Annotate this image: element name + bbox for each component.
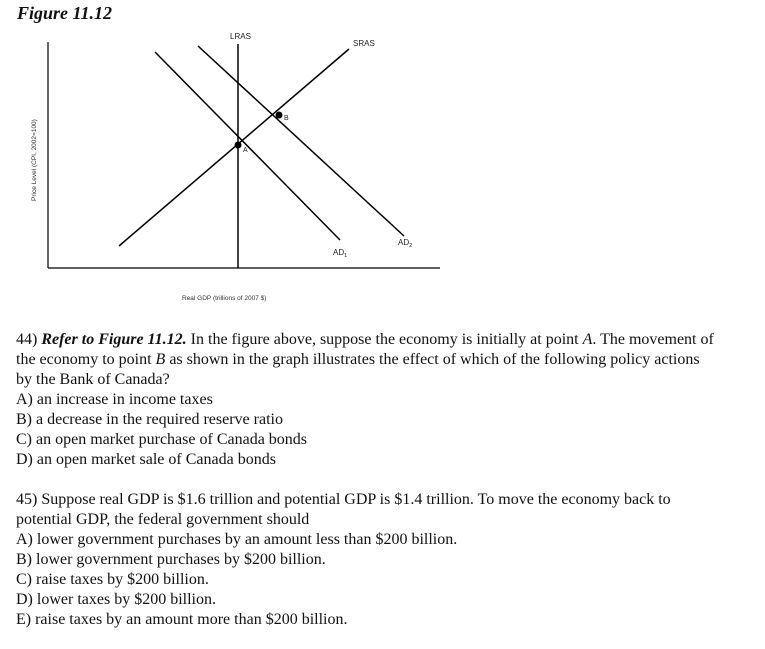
question-44-option: A) an increase in income taxes	[16, 391, 213, 408]
question-45-option: C) raise taxes by $200 billion.	[16, 571, 209, 588]
question-44-stem: 44) Refer to Figure 11.12. In the figure above, suppose the economy is initially at point A. The movement of the economy to point B as shown in the graph illustrates the effect of which of the following policy actions by the Bank of Canada?	[16, 331, 714, 388]
x-axis-label: Real GDP (trillions of 2007 $)	[182, 295, 267, 302]
y-axis-label: Price Level (CPI, 2002=100)	[31, 119, 38, 201]
question-44	[16, 330, 716, 470]
question-45-option: B) lower government purchases by $200 billion.	[16, 551, 326, 568]
ad1-label: $AD_1$	[333, 248, 348, 259]
point-a-marker	[235, 142, 242, 149]
ad2-label: $AD_2$	[398, 238, 413, 249]
question-44-option: C) an open market purchase of Canada bonds	[16, 431, 308, 448]
lras-label: LRAS	[230, 32, 251, 41]
question-45-option: E) raise taxes by an amount more than $200 billion.	[16, 611, 348, 628]
question-45-stem: 45) Suppose real GDP is $1.6 trillion and potential GDP is $1.4 trillion. To move the economy back to potential GDP, the federal government should	[16, 491, 671, 528]
point-a-label: A	[243, 147, 248, 154]
point-b-marker	[276, 112, 283, 119]
point-b-label: B	[284, 115, 289, 122]
question-44-option: D) an open market sale of Canada bonds	[16, 451, 276, 468]
question-45	[16, 490, 716, 630]
question-44-option: B) a decrease in the required reserve ratio	[16, 411, 283, 428]
question-45-option: A) lower government purchases by an amount less than $200 billion.	[16, 531, 458, 548]
sras-label: SRAS	[353, 39, 375, 48]
ad2-curve	[198, 46, 404, 236]
question-45-option: D) lower taxes by $200 billion.	[16, 591, 216, 608]
figure-title: Figure 11.12	[17, 3, 113, 23]
